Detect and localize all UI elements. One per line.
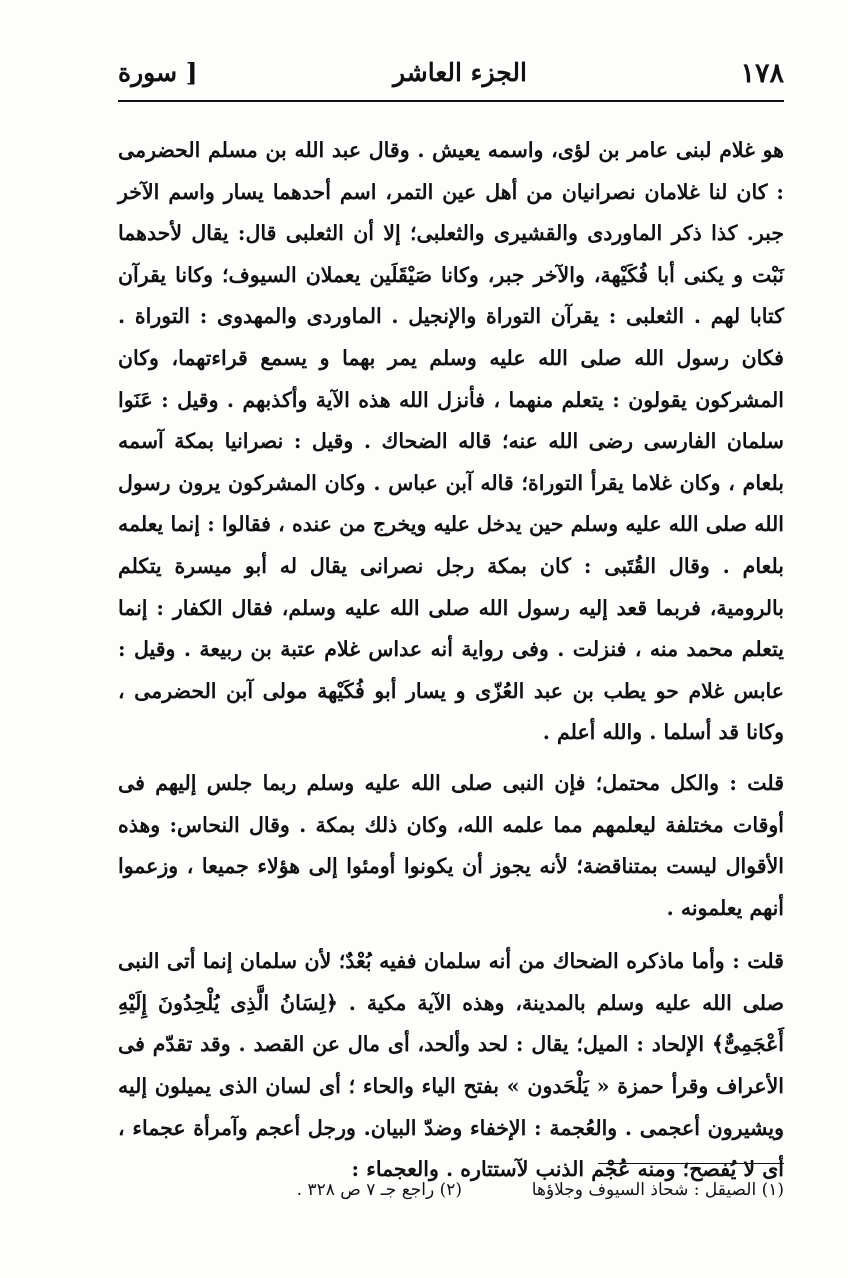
- paragraph: هو غلام لبنى عامر بن لؤى، واسمه يعيش . وقال عبد الله بن مسلم الحضرمى : كان لنا غلامان نصرانيان من أهل عين التمر، اسم أحدهما يسار واسم الآخر جبر. كذا ذكر الماوردى والقشيرى والثعلبى؛ إلا أن الثعلبى قال: يقال لأحدهما نَبْت و يكنى أبا فُكَيْهة، والآخر جبر، وكانا صَيْقَلَين يعملان السيوف؛ وكانا يقرآن كتابا لهم . الثعلبى : يقرآن التوراة والإنجيل . الماوردى والمهدوى : التوراة . فكان رسول الله صلى الله عليه وسلم يمر بهما و يسمع قراءتهما، وكان المشركون يقولون : يتعلم منهما ، فأنزل الله هذه الآية وأكذبهم . وقيل : عَنَوا سلمان الفارسى رضى الله عنه؛ قاله الضحاك . وقيل : نصرانيا بمكة آسمه بلعام ، وكان غلاما يقرأ التوراة؛ قاله آبن عباس . وكان المشركون يرون رسول الله صلى الله عليه وسلم حين يدخل عليه ويخرج من عنده ، فقالوا : إنما يعلمه بلعام . وقال القُتَبى : كان بمكة رجل نصرانى يقال له أبو ميسرة يتكلم بالرومية، فربما قعد إليه رسول الله صلى الله عليه وسلم، فقال الكفار : إنما يتعلم محمد منه ، فنزلت . وفى رواية أنه عداس غلام عتبة بن ربيعة . وقيل : عابس غلام حو يطب بن عبد العُزّى و يسار أبو فُكَيْهة مولى آبن الحضرمى ، وكانا قد أسلما . والله أعلم .: [118, 138, 784, 745]
- footnote-divider: [598, 1163, 784, 1164]
- footnote-2: (٢) راجع جـ ٧ ص ٣٢٨ .: [296, 1180, 462, 1200]
- surah-name: [ سورة: [118, 58, 198, 87]
- footnote-1: (١) الصيقل : شحاذ السيوف وجلاؤها: [531, 1180, 784, 1200]
- header-divider: [118, 100, 784, 102]
- running-header: [118, 58, 784, 96]
- paragraph: قلت : وأما ماذكره الضحاك من أنه سلمان ففيه بُعْدٌ؛ لأن سلمان إنما أتى النبى صلى الله عليه وسلم بالمدينة، وهذه الآية مكية . ﴿لِسَانُ الَّذِى يُلْحِدُونَ إِلَيْهِ أَعْجَمِىٌّ﴾ الإلحاد : الميل؛ يقال : لحد وألحد، أى مال عن القصد . وقد تقدّم فى الأعراف وقرأ حمزة « يَلْحَدون » بفتح الياء والحاء ؛ أى لسان الذى يميلون إليه ويشيرون أعجمى . والعُجمة : الإخفاء وضدّ البيان. ورجل أعجم وآمرأة عجماء ، أى لا يُفصح؛ ومنه عُجْم الذنب لآستتاره . والعجماء :: [118, 949, 784, 1182]
- page-number: ١٧٨: [740, 58, 784, 89]
- juz-title: الجزء العاشر: [393, 58, 527, 87]
- paragraph: قلت : والكل محتمل؛ فإن النبى صلى الله عليه وسلم ربما جلس إليهم فى أوقات مختلفة ليعلمهم مما علمه الله، وكان ذلك بمكة . وقال النحاس: وهذه الأقوال ليست بمتناقضة؛ لأنه يجوز أن يكونوا أومئوا إلى هؤلاء جميعا ، وزعموا أنهم يعلمونه .: [118, 770, 784, 920]
- main-text: [118, 130, 784, 1191]
- footnotes: [260, 1180, 784, 1206]
